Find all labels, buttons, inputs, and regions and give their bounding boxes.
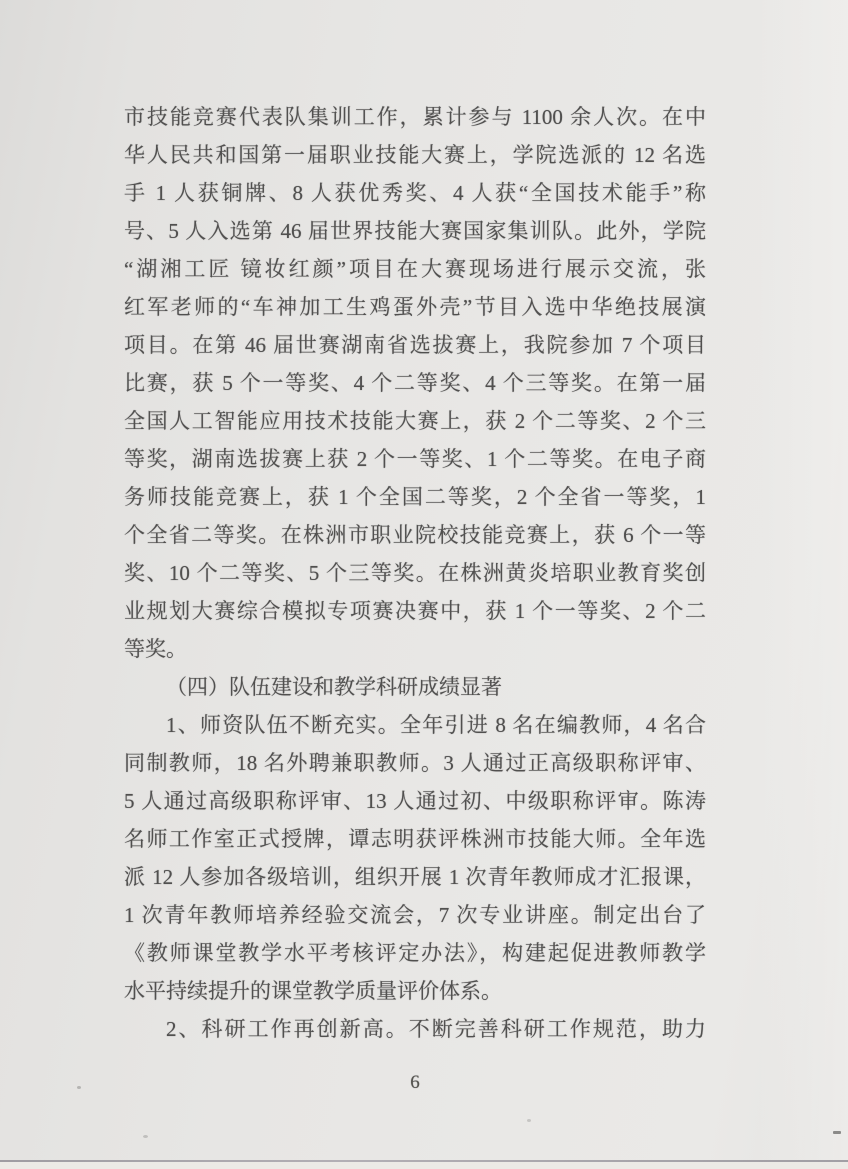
text-line: 红军老师的“车神加工生鸡蛋外壳”节目入选中华绝技展演 (124, 295, 706, 319)
scan-artifact (527, 1119, 531, 1122)
text-line: 手 1 人获铜牌、8 人获优秀奖、4 人获“全国技术能手”称 (124, 181, 706, 205)
text-line: 派 12 人参加各级培训，组织开展 1 次青年教师成才汇报课， (124, 865, 706, 889)
document-body (124, 98, 706, 1048)
text-line: 个全省二等奖。在株洲市职业院校技能竞赛上，获 6 个一等 (124, 523, 706, 547)
text-line: 同制教师，18 名外聘兼职教师。3 人通过正高级职称评审、 (124, 751, 706, 775)
text-line: 等奖，湖南选拔赛上获 2 个一等奖、1 个二等奖。在电子商 (124, 447, 706, 471)
scan-artifact (833, 1131, 841, 1134)
text-line: 比赛，获 5 个一等奖、4 个二等奖、4 个三等奖。在第一届 (124, 371, 706, 395)
scan-bottom-strip (0, 1162, 848, 1169)
text-line: 1、师资队伍不断充实。全年引进 8 名在编教师，4 名合 (166, 713, 706, 737)
text-line: 《教师课堂教学水平考核评定办法》，构建起促进教师教学 (124, 941, 706, 965)
text-line: 务师技能竞赛上，获 1 个全国二等奖，2 个全省一等奖，1 (124, 485, 706, 509)
text-line: 项目。在第 46 届世赛湖南省选拔赛上，我院参加 7 个项目 (124, 333, 706, 357)
text-line: 奖、10 个二等奖、5 个三等奖。在株洲黄炎培职业教育奖创 (124, 561, 706, 585)
text-line: 等奖。 (124, 637, 187, 661)
scan-artifact (143, 1135, 148, 1138)
text-line: 号、5 人入选第 46 届世界技能大赛国家集训队。此外，学院 (124, 219, 706, 243)
text-line: 1 次青年教师培养经验交流会，7 次专业讲座。制定出台了 (124, 903, 706, 927)
text-line: 2、科研工作再创新高。不断完善科研工作规范，助力 (166, 1017, 706, 1041)
text-line: 5 人通过高级职称评审、13 人通过初、中级职称评审。陈涛 (124, 789, 706, 813)
paper-edge-highlight (758, 0, 848, 1169)
page-number: 6 (410, 1072, 420, 1093)
text-line: 市技能竞赛代表队集训工作，累计参与 1100 余人次。在中 (124, 105, 706, 129)
text-line: 业规划大赛综合模拟专项赛决赛中，获 1 个一等奖、2 个二 (124, 599, 706, 623)
text-line: （四）队伍建设和教学科研成绩显著 (166, 675, 502, 699)
text-line: 名师工作室正式授牌，谭志明获评株洲市技能大师。全年选 (124, 827, 706, 851)
text-line: 全国人工智能应用技术技能大赛上，获 2 个二等奖、2 个三 (124, 409, 706, 433)
scan-artifact (77, 1086, 81, 1089)
text-line: 水平持续提升的课堂教学质量评价体系。 (124, 979, 502, 1003)
text-line: “湖湘工匠 镜妆红颜”项目在大赛现场进行展示交流，张 (124, 257, 706, 281)
text-line: 华人民共和国第一届职业技能大赛上，学院选派的 12 名选 (124, 143, 706, 167)
